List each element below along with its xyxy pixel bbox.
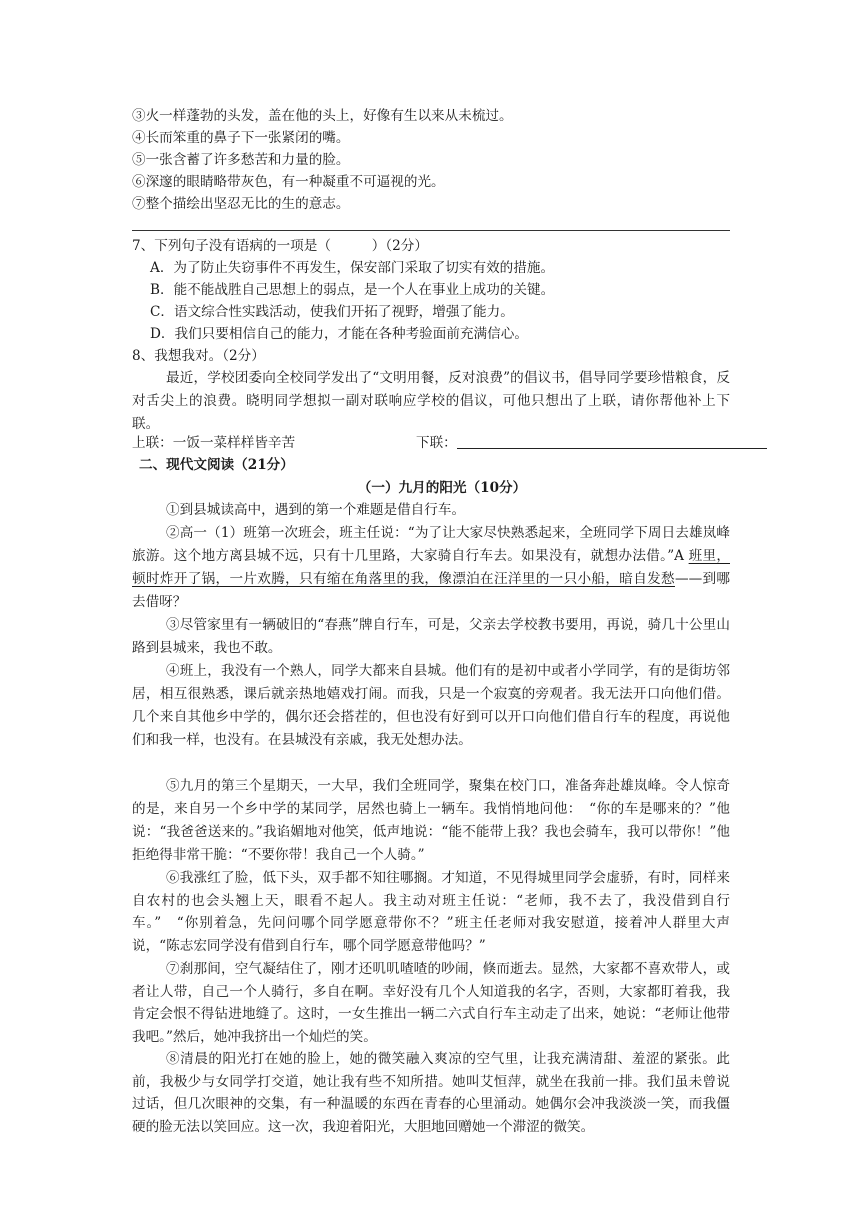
section-heading: 二、现代文阅读（21分） bbox=[139, 457, 294, 473]
couplet-lower bbox=[416, 432, 767, 454]
article-paragraph-3: ③尽管家里有一辆破旧的“春燕”牌自行车，可是，父亲去学校教书要用，再说，骑几十公里山路到县城来，我也不敢。 bbox=[132, 617, 730, 656]
article-paragraph-4: ④班上，我没有一个熟人，同学大都来自县城。他们有的是初中或者小学同学，有的是街坊邻居，相互很熟悉，课后就亲热地嬉戏打闹。而我，只是一个寂寞的旁观者。我无法开口向他们借。几个来自其他乡中学的，偶尔还会搭茬的，但也没有好到可以开口向他们借自行车的程度，再说他们和我一样，也没有。在县城没有亲戚，我无处想办法。 bbox=[132, 663, 730, 748]
article-title: （一）九月的阳光（10分） bbox=[357, 480, 527, 496]
couplet-lower-blank[interactable] bbox=[457, 434, 767, 449]
article-paragraph-2 bbox=[132, 522, 730, 614]
question-7-option-c: C．语文综合性实践活动，使我们开拓了视野，增强了能力。 bbox=[150, 304, 514, 320]
list-item-7: ⑦整个描绘出坚忍无比的生的意志。 bbox=[132, 196, 350, 212]
answer-line bbox=[132, 230, 730, 231]
article-paragraph-8: ⑧清晨的阳光打在她的脸上，她的微笑融入爽凉的空气里，让我充满清甜、羞涩的紧张。此前，我极少与女同学打交道，她让我有些不知所措。她叫艾恒萍，就坐在我前一排。我们虽未曾说过话，但几次眼神的交集，有一种温暖的东西在青春的心里涌动。她偶尔会冲我淡淡一笑，而我僵硬的脸无法以笑回应。这一次，我迎着阳光，大胆地回赠她一个滞涩的微笑。 bbox=[132, 1051, 730, 1135]
list-item-4: ④长而笨重的鼻子下一张紧闭的嘴。 bbox=[132, 130, 350, 146]
couplet-upper: 上联：一饭一菜样样皆辛苦 bbox=[132, 435, 296, 451]
paragraph-2-tail: ——到哪去借呀？ bbox=[132, 571, 731, 610]
article-paragraph-1: ①到县城读高中，遇到的第一个难题是借自行车。 bbox=[166, 502, 466, 518]
question-7-option-b: B．能不能战胜自己思想上的弱点，是一个人在事业上成功的关键。 bbox=[150, 282, 555, 298]
list-item-3: ③火一样蓬勃的头发，盖在他的头上，好像有生以来从未梳过。 bbox=[132, 108, 513, 124]
article-paragraph-7: ⑦刹那间，空气凝结住了，刚才还叽叽喳喳的吵闹，倏而逝去。显然，大家都不喜欢带人，或者让人带，自己一个人骑行，多自在啊。幸好没有几个人知道我的名字，否则，大家都盯着我，我肯定会恨不得钻进地缝了。这时，一女生推出一辆二六式自行车主动走了出来，她说：“老师让他带我吧。”然后，她冲我挤出一个灿烂的笑。 bbox=[132, 961, 730, 1045]
paragraph-2-lead: ②高一（1）班第一次班会，班主任说：“为了让大家尽快熟悉起来，全班同学下周日去雄岚峰旅游。这个地方离县城不远，只有十几里路，大家骑自行车去。如果没有，就想办法借。”A bbox=[132, 525, 730, 564]
question-8-stem: 8、我想我对。（2分） bbox=[132, 348, 265, 364]
list-item-5: ⑤一张含蓄了许多愁苦和力量的脸。 bbox=[132, 152, 350, 168]
couplet-lower-label: 下联： bbox=[416, 435, 457, 451]
article-paragraph-5: ⑤九月的第三个星期天，一大早，我们全班同学，聚集在校门口，准备奔赴雄岚峰。令人惊奇的是，来自另一个乡中学的某同学，居然也骑上一辆车。我悄悄地问他： “你的车是哪来的？”他说：“我爸爸送来的。”我谄媚地对他笑，低声地说：“能不能带上我？我也会骑车，我可以带你！”他拒绝得非常干脆：“不要你带！我自己一个人骑。” bbox=[132, 778, 730, 863]
question-8-body: 最近，学校团委向全校同学发出了“文明用餐，反对浪费”的倡议书，倡导同学要珍惜粮食，反对舌尖上的浪费。晓明同学想拟一副对联响应学校的倡议，可他只想出了上联，请你帮他补上下联。 bbox=[132, 370, 730, 432]
question-7-option-d: D．我们只要相信自己的能力，才能在各种考验面前充满信心。 bbox=[150, 326, 528, 342]
question-7-stem: 7、下列句子没有语病的一项是（ ）（2分） bbox=[132, 238, 428, 254]
list-item-6: ⑥深邃的眼睛略带灰色，有一种凝重不可逼视的光。 bbox=[132, 174, 445, 190]
underlined-sentence-a: 班里，顿时炸开了锅，一片欢腾，只有缩在角落里的我，像漂泊在汪洋里的一只小船，暗自发愁 bbox=[132, 548, 730, 587]
article-paragraph-6: ⑥我涨红了脸，低下头，双手都不知往哪搁。才知道，不见得城里同学会虚骄，有时，同样来自农村的也会头翘上天，眼看不起人。我主动对班主任说：“老师，我不去了，我没借到自行车。” “你别着急，先问问哪个同学愿意带你不？”班主任老师对我安慰道，接着冲人群里大声说，“陈志宏同学没有借到自行车，哪个同学愿意带他吗？” bbox=[132, 870, 730, 954]
question-7-option-a: A．为了防止失窃事件不再发生，保安部门采取了切实有效的措施。 bbox=[150, 260, 555, 276]
